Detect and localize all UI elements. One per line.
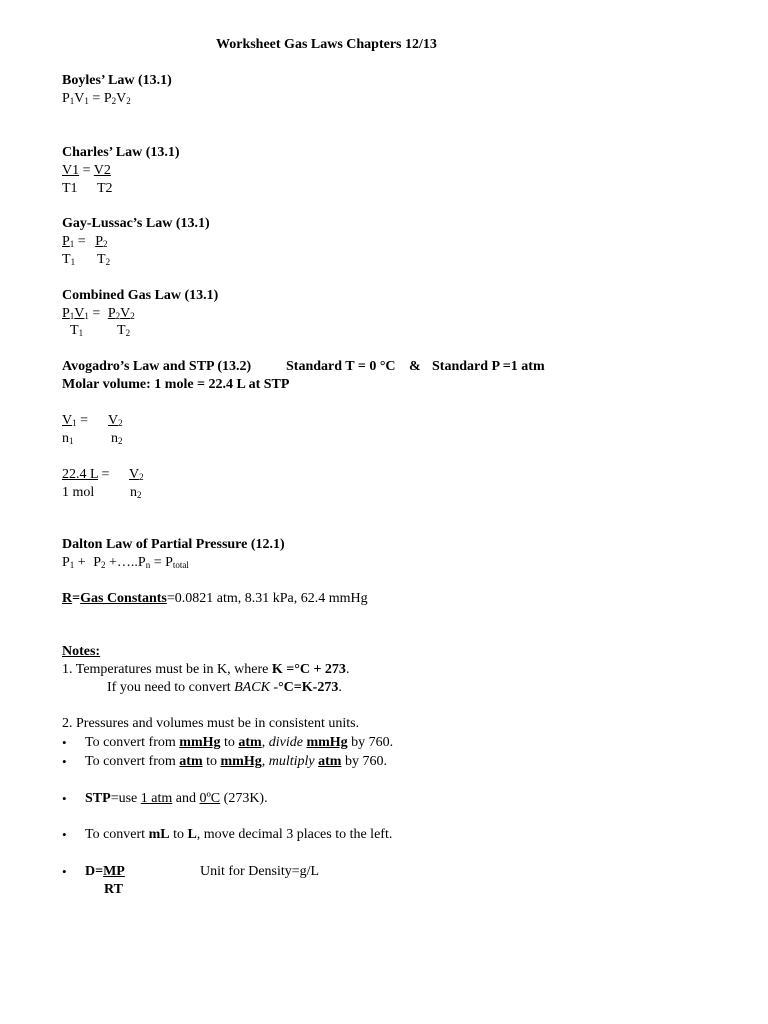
avogadro-f1-denominator-right: $n_2$ — [111, 431, 123, 446]
avogadro-f1-denominator-left: $n_1$ — [62, 431, 74, 446]
combined-numerator: $P_1V_1 = P_2V_2$ — [62, 306, 135, 321]
charles-heading: Charles’ Law (13.1) — [62, 145, 180, 160]
bullet-icon: • — [62, 791, 67, 806]
density-denominator: RT — [104, 882, 123, 897]
page-title: Worksheet Gas Laws Chapters 12/13 — [216, 37, 437, 52]
standard-pressure: Standard P =1 atm — [432, 359, 545, 374]
combined-denominator-right: $T_2$ — [117, 323, 131, 338]
avogadro-f1-numerator-right: $V_2$ — [108, 413, 123, 428]
combined-denominator-left: $T_1$ — [70, 323, 84, 338]
notes-heading: Notes: — [62, 644, 101, 659]
gay-lussac-denominator-left: $T_1$ — [62, 252, 76, 267]
avogadro-f2-numerator-right: $V_2$ — [129, 467, 144, 482]
gay-lussac-denominator-right: $T_2$ — [97, 252, 111, 267]
avogadro-heading: Avogadro’s Law and STP (13.2) — [62, 359, 252, 374]
bullet-icon: • — [62, 827, 67, 842]
boyles-heading: Boyles’ Law (13.1) — [62, 73, 172, 88]
avogadro-f2-numerator-left: 22.4 L = — [62, 467, 113, 482]
combined-heading: Combined Gas Law (13.1) — [62, 288, 219, 303]
dalton-heading: Dalton Law of Partial Pressure (12.1) — [62, 537, 285, 552]
avogadro-f2-denominator-right: $n_2$ — [130, 485, 142, 500]
avogadro-f2-denominator-left: 1 mol — [62, 485, 95, 500]
gay-lussac-numerator: $P_1 = P_2$ — [62, 234, 108, 249]
standard-temperature: Standard T = 0 °C — [286, 359, 396, 374]
molar-volume: Molar volume: 1 mole = 22.4 L at STP — [62, 377, 290, 392]
charles-denominator-left: T1 — [62, 181, 78, 196]
bullet-icon: • — [62, 864, 67, 879]
avogadro-f1-numerator-left: $V_1$ = — [62, 413, 92, 428]
boyles-equation: $P_1V_1 = P_2V_2$ — [62, 91, 131, 106]
note-temperature-back: If you need to convert BACK -°C=K-273. — [107, 680, 342, 695]
bullet-icon: • — [62, 754, 67, 769]
bullet-icon: • — [62, 735, 67, 750]
ampersand: & — [409, 359, 421, 374]
charles-denominator-right: T2 — [97, 181, 113, 196]
charles-numerator: V1 = V2 — [62, 163, 111, 178]
gay-lussac-heading: Gay-Lussac’s Law (13.1) — [62, 216, 210, 231]
note-temperature: 1. Temperatures must be in K, where K =°C + 273. — [62, 662, 350, 677]
density-unit: Unit for Density=g/L — [200, 864, 320, 879]
note-pressures: 2. Pressures and volumes must be in consistent units. — [62, 716, 360, 731]
dalton-equation: $P_1 + P_2$ $+\dots..P_n = P_{total}$ — [62, 555, 189, 570]
gas-constants: R=Gas Constants=0.0821 atm, 8.31 kPa, 62.4 mmHg — [62, 591, 368, 606]
